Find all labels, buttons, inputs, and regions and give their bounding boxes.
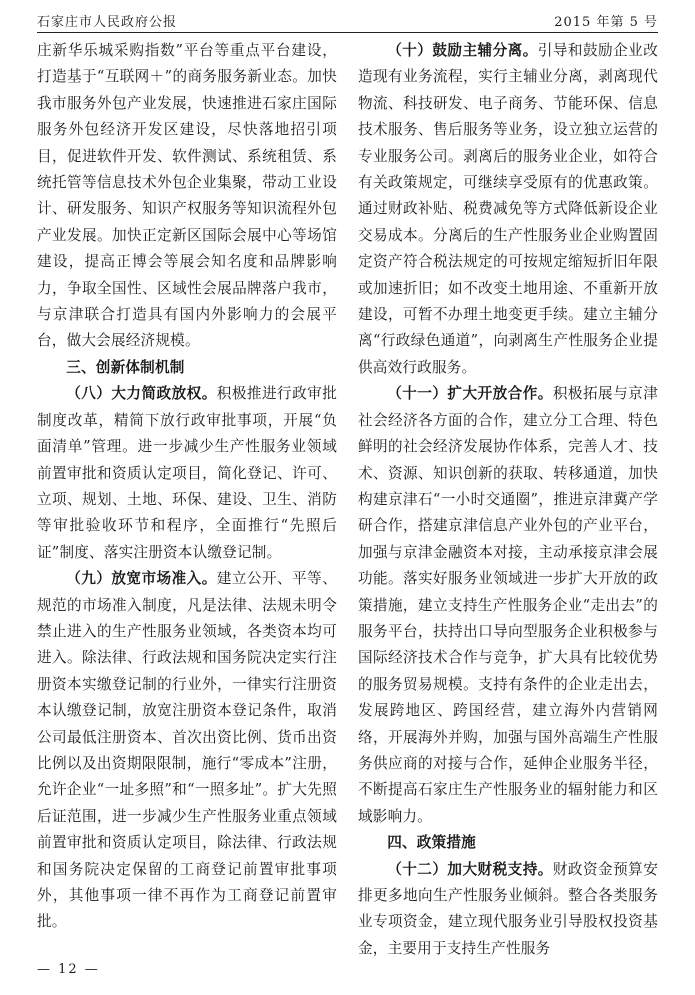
- paragraph-item-8: [37, 381, 337, 566]
- publication-title: 石家庄市人民政府公报: [37, 15, 178, 30]
- issue-number: 2015 年第 5 号: [554, 15, 658, 30]
- item-12-lead: （十二）加大财税支持。: [387, 860, 553, 878]
- paragraph-item-11: [358, 381, 658, 830]
- paragraph-item-12: [358, 857, 658, 963]
- item-11-lead: （十一）扩大开放合作。: [387, 385, 553, 403]
- paragraph-item-9: [37, 566, 337, 936]
- item-10-lead: （十）鼓励主辅分离。: [387, 42, 538, 59]
- section-heading-3: 三、创新体制机制: [66, 358, 185, 376]
- right-column: [358, 38, 658, 962]
- page-number: — 12 —: [37, 962, 100, 977]
- paragraph-item-10: [358, 38, 658, 381]
- item-12-body: 财政资金预算安排更多地向生产性服务业倾斜。整合各类服务业专项资金，建立现代服务业引导股权投资基金，主要用于支持生产性服务: [358, 860, 658, 957]
- paragraph-continuation: 庄新华乐城采购指数”平台等重点平台建设，打造基于“互联网＋”的商务服务新业态。加快我市服务外包产业发展，快速推进石家庄国际服务外包经济开发区建设，尽快落地招引项目，促进软件开发、软件测试、系统租赁、系统托管等信息技术外包企业集聚，带动工业设计、研发服务、知识产权服务等知识流程外包产业发展。加快正定新区国际会展中心等场馆建设，提高正博会等展会知名度和品牌影响力，争取全国性、区域性会展品牌落户我市，与京津联合打造具有国内外影响力的会展平台，做大会展经济规模。: [37, 42, 337, 350]
- item-9-lead: （九）放宽市场准入。: [66, 570, 217, 588]
- item-8-body: 积极推进行政审批制度改革，精简下放行政审批事项，开展“负面清单”管理。进一步减少生产性服务业领域前置审批和资质认定项目，简化登记、许可、立项、规划、土地、环保、建设、卫生、消防等审批验收环节和程序，全面推行“先照后证”制度、落实注册资本认缴登记制。: [37, 385, 337, 561]
- header-divider: [37, 32, 658, 33]
- item-11-body: 积极拓展与京津社会经济各方面的合作，建立分工合理、特色鲜明的社会经济发展协作体系，完善人才、技术、资源、知识创新的获取、转移通道，加快构建京津石“一小时交通圈”，推进京津冀产学研合作，搭建京津信息产业外包的产业平台，加强与京津金融资本对接，主动承接京津会展功能。落实好服务业领域进一步扩大开放的政策措施，建立支持生产性服务企业“走出去”的服务平台，扶持出口导向型服务企业积极参与国际经济技术合作与竞争，扩大具有比较优势的服务贸易规模。支持有条件的企业走出去，发展跨地区、跨国经营，建立海外内营销网络，开展海外并购，加强与国外高端生产性服务供应商的对接与合作，延伸企业服务半径，不断提高石家庄生产性服务业的辐射能力和区域影响力。: [358, 385, 658, 825]
- item-10-body: 引导和鼓励企业改造现有业务流程，实行主辅业分离，剥离现代物流、科技研发、电子商务、节能环保、信息技术服务、售后服务等业务，设立独立运营的专业服务公司。剥离后的服务业企业，如符合有关政策规定，可继续享受原有的优惠政策。通过财政补贴、税费减免等方式降低新设企业交易成本。分离后的生产性服务业企业购置固定资产符合税法规定的可按规定缩短折旧年限或加速折旧；如不改变土地用途、不重新开放建设，可暂不办理土地变更手续。建立主辅分离“行政绿色通道”，向剥离生产性服务企业提供高效行政服务。: [358, 42, 658, 376]
- page-header: [37, 8, 658, 30]
- item-8-lead: （八）大力简政放权。: [66, 385, 217, 403]
- section-heading-4: 四、政策措施: [387, 834, 476, 852]
- left-column: [37, 38, 337, 936]
- item-9-body: 建立公开、平等、规范的市场准入制度，凡是法律、法规未明令禁止进入的生产性服务业领域，各类资本均可进入。除法律、行政法规和国务院决定实行注册资本实缴登记制的行业外，一律实行注册资本认缴登记制，放宽注册资本登记条件，取消公司最低注册资本、首次出资比例、货币出资比例以及出资期限限制，施行“零成本”注册，允许企业“一址多照”和“一照多址”。扩大先照后证范围，进一步减少生产性服务业重点领域前置审批和资质认定项目，除法律、行政法规和国务院决定保留的工商登记前置审批事项外，其他事项一律不再作为工商登记前置审批。: [37, 570, 337, 931]
